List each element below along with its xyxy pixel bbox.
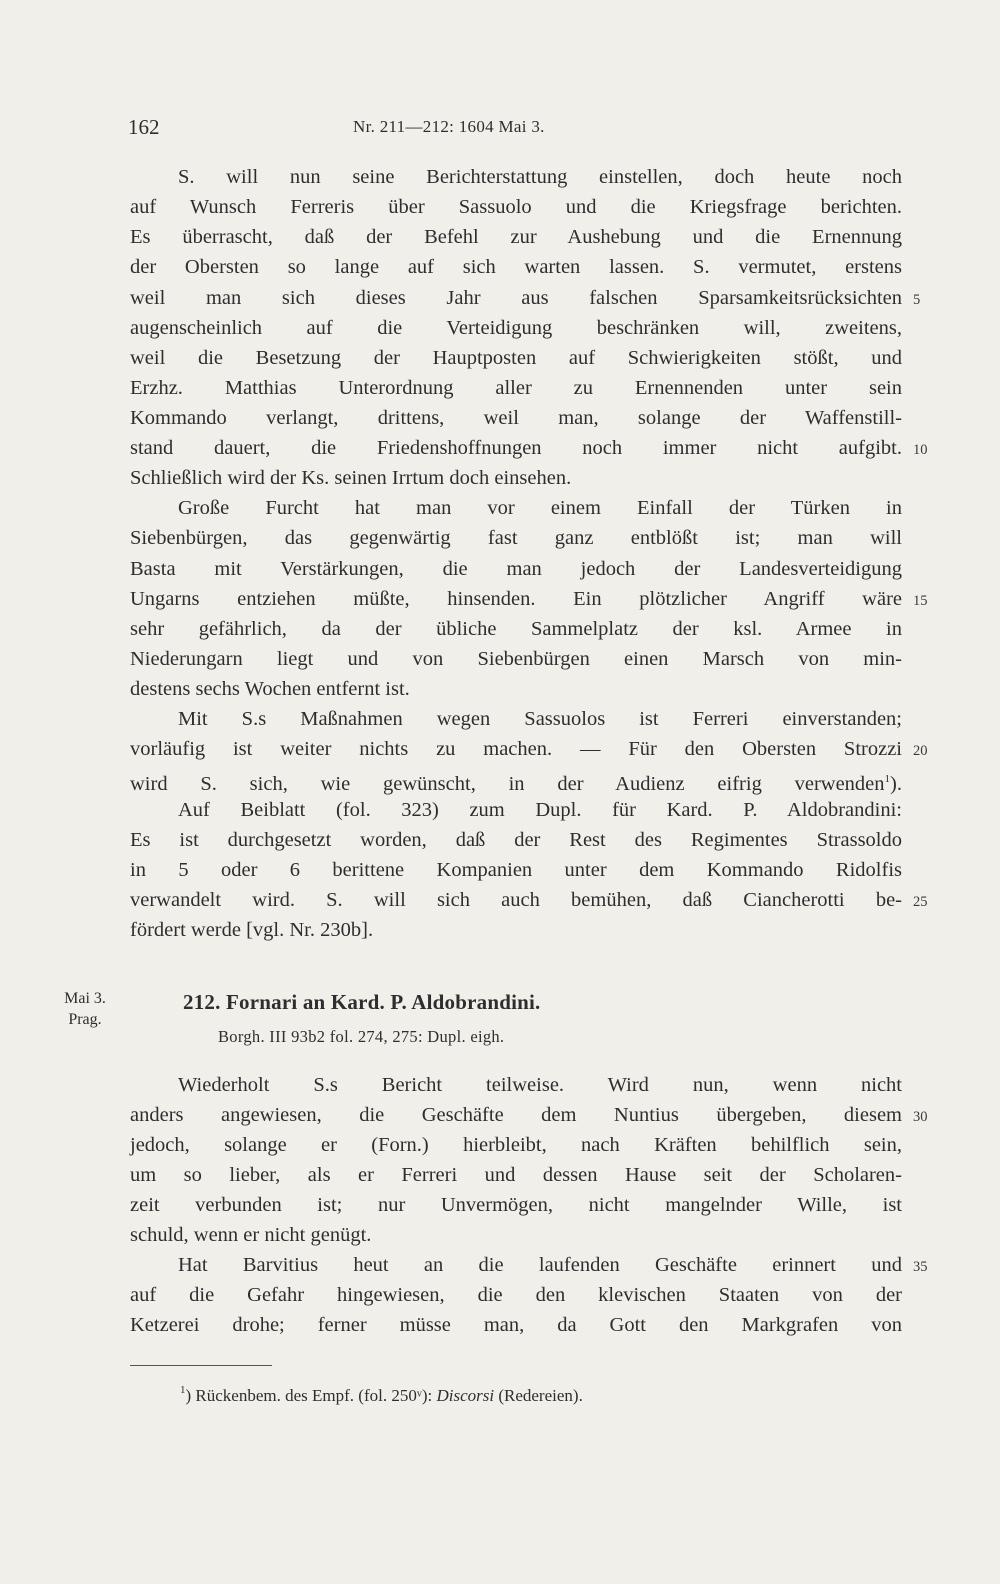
- line-number: 20: [913, 743, 928, 759]
- text-line: Schließlich wird der Ks. seinen Irrtum doch einsehen.: [130, 467, 572, 489]
- text-line: vorläufig ist weiter nichts zu machen. — Für den Obersten Strozzi: [130, 738, 902, 760]
- margin-note: [50, 988, 120, 1030]
- text-line: Es überrascht, daß der Befehl zur Aushebung und die Ernennung: [130, 226, 902, 248]
- text-line: in 5 oder 6 berittene Kompanien unter dem Kommando Ridolfis: [130, 859, 902, 881]
- footnote: [180, 1384, 583, 1406]
- footnote-text-end: (Redereien).: [494, 1386, 583, 1405]
- line-number: 25: [913, 894, 928, 910]
- text-line: S. will nun seine Berichterstattung einstellen, doch heute noch: [178, 166, 902, 188]
- document-source: Borgh. III 93b2 fol. 274, 275: Dupl. eigh.: [218, 1027, 505, 1046]
- text-line: Ungarns entziehen müßte, hinsenden. Ein plötzlicher Angriff wäre: [130, 588, 902, 610]
- text-line: stand dauert, die Friedenshoffnungen noch immer nicht aufgibt.: [130, 437, 902, 459]
- footnote-reference: 1: [884, 773, 891, 785]
- line-number: 5: [913, 292, 921, 308]
- text-line: weil die Besetzung der Hauptposten auf Schwierigkeiten stößt, und: [130, 347, 902, 369]
- footnote-mark: 1: [180, 1384, 186, 1396]
- text-line: Wiederholt S.s Bericht teilweise. Wird nun, wenn nicht: [178, 1074, 902, 1096]
- running-title: Nr. 211—212: 1604 Mai 3.: [353, 117, 545, 136]
- page-header: [128, 115, 908, 145]
- text-line: zeit verbunden ist; nur Unvermögen, nicht mangelnder Wille, ist: [130, 1194, 902, 1216]
- text-line: schuld, wenn er nicht genügt.: [130, 1224, 372, 1246]
- text-line: Große Furcht hat man vor einem Einfall der Türken in: [178, 497, 902, 519]
- text-segment: wird S. sich, wie gewünscht, in der Audienz eifrig verwenden: [130, 773, 885, 795]
- text-line: jedoch, solange er (Forn.) hierbleibt, nach Kräften behilflich sein,: [130, 1134, 902, 1156]
- text-line: weil man sich dieses Jahr aus falschen Sparsamkeitsrücksichten: [130, 287, 902, 309]
- text-line: anders angewiesen, die Geschäfte dem Nuntius übergeben, diesem: [130, 1104, 902, 1126]
- line-number: 35: [913, 1259, 928, 1275]
- text-line: sehr gefährlich, da der übliche Sammelplatz der ksl. Armee in: [130, 618, 902, 640]
- text-line: auf die Gefahr hingewiesen, die den klevischen Staaten von der: [130, 1284, 902, 1306]
- line-number: 30: [913, 1109, 928, 1125]
- text-line: Kommando verlangt, drittens, weil man, solange der Waffenstill-: [130, 407, 902, 429]
- text-line: [130, 764, 902, 794]
- text-line: Ketzerei drohe; ferner müsse man, da Gott den Markgrafen von: [130, 1314, 902, 1336]
- text-line: destens sechs Wochen entfernt ist.: [130, 678, 410, 700]
- text-line: Hat Barvitius heut an die laufenden Geschäfte erinnert und: [178, 1254, 902, 1276]
- document-heading: 212. Fornari an Kard. P. Aldobrandini.: [183, 990, 541, 1014]
- text-line: verwandelt wird. S. will sich auch bemühen, daß Ciancherotti be-: [130, 889, 902, 911]
- text-line: Basta mit Verstärkungen, die man jedoch der Landesverteidigung: [130, 558, 902, 580]
- footnote-divider: [130, 1365, 272, 1366]
- line-number: 10: [913, 442, 928, 458]
- text-line: Mit S.s Maßnahmen wegen Sassuolos ist Ferreri einverstanden;: [178, 708, 902, 730]
- text-line: Niederungarn liegt und von Siebenbürgen einen Marsch von min-: [130, 648, 902, 670]
- text-segment: ).: [890, 773, 902, 795]
- text-line: auf Wunsch Ferreris über Sassuolo und die Kriegsfrage berichten.: [130, 196, 902, 218]
- text-line: Siebenbürgen, das gegenwärtig fast ganz entblößt ist; man will: [130, 527, 902, 549]
- text-line: Auf Beiblatt (fol. 323) zum Dupl. für Kard. P. Aldobrandini:: [178, 799, 902, 821]
- text-line: der Obersten so lange auf sich warten lassen. S. vermutet, erstens: [130, 256, 902, 278]
- text-line: um so lieber, als er Ferreri und dessen Hause seit der Scholaren-: [130, 1164, 902, 1186]
- footnote-emphasis: Discorsi: [436, 1386, 495, 1405]
- text-line: Erzhz. Matthias Unterordnung aller zu Ernennenden unter sein: [130, 377, 902, 399]
- text-line: Es ist durchgesetzt worden, daß der Rest des Regimentes Strassoldo: [130, 829, 902, 851]
- text-line: fördert werde [vgl. Nr. 230b].: [130, 919, 374, 941]
- page-number: 162: [128, 115, 160, 139]
- margin-place: Prag.: [68, 1011, 102, 1028]
- text-line: augenscheinlich auf die Verteidigung beschränken will, zweitens,: [130, 317, 902, 339]
- line-number: 15: [913, 593, 928, 609]
- footnote-text: ) Rückenbem. des Empf. (fol. 250ᵛ):: [185, 1386, 437, 1405]
- margin-date: Mai 3.: [64, 990, 106, 1007]
